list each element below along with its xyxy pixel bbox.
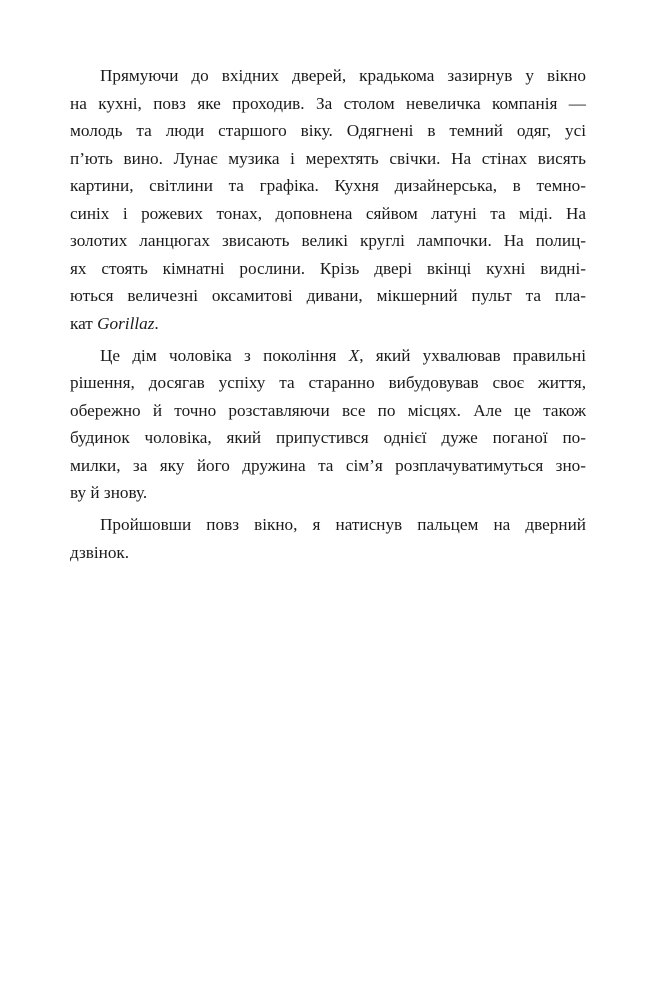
- text-line: обережно й точно розставляючи все по місцях. Але це також: [70, 400, 586, 420]
- text-line: ву й знову.: [70, 483, 148, 502]
- text-line: ях стоять кімнатні рослини. Крізь двері вкінці кухні видні-: [70, 258, 586, 278]
- text-line: молодь та люди старшого віку. Одягнені в темний одяг, усі: [70, 121, 586, 140]
- text-line: синіх і рожевих тонах, доповнена сяйвом латуні та міді. На: [70, 203, 586, 223]
- text-line: милки, за яку його дружина та сім’я розплачуватимуться зно-: [70, 455, 586, 475]
- paragraph-1: [70, 62, 586, 337]
- text-line: на кухні, повз яке проходив. За столом невеличка компанія —: [70, 93, 586, 113]
- text-line: Пройшовши повз вікно, я натиснув пальцем на дверний: [100, 515, 586, 534]
- text-line: картини, світлини та графіка. Кухня дизайнерська, в темно-: [70, 176, 586, 195]
- paragraph-2: [70, 342, 586, 507]
- generation-italic: X: [348, 345, 360, 365]
- text-line: дзвінок.: [70, 542, 130, 562]
- text-line: [70, 310, 586, 338]
- band-name-italic: Gorillaz: [97, 313, 155, 333]
- book-page: [70, 62, 586, 566]
- text-line: ються величезні оксамитові дивани, мікшерний пульт та пла-: [70, 286, 586, 305]
- text-line: Прямуючи до вхідних дверей, крадькома зазирнув у вікно: [100, 66, 586, 85]
- text-fragment: , який ухвалював правильні: [359, 345, 586, 365]
- text-line: [70, 342, 586, 370]
- text-fragment: Це дім чоловіка з покоління: [100, 345, 349, 365]
- text-fragment: кат: [70, 313, 98, 333]
- text-fragment: .: [154, 313, 159, 333]
- paragraph-3: [70, 511, 586, 566]
- text-line: будинок чоловіка, який припустився однієї дуже поганої по-: [70, 428, 586, 447]
- text-line: золотих ланцюгах звисають великі круглі лампочки. На полиц-: [70, 231, 586, 250]
- text-line: п’ють вино. Лунає музика і мерехтять свічки. На стінах висять: [70, 148, 586, 168]
- text-line: рішення, досягав успіху та старанно вибудовував своє життя,: [70, 373, 586, 392]
